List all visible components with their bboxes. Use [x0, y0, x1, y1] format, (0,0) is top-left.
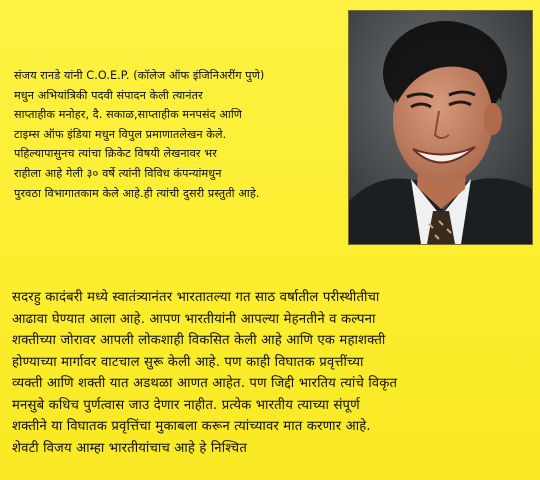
author-bio-line: साप्ताहीक मनोहर, दै. सकाळ,साप्ताहीक मनपसंद आणि	[14, 108, 242, 122]
synopsis-line: शक्तीच्या जोरावर आपली लोकशाही विकसित केली आहे आणि एक महाशक्ती	[12, 333, 386, 348]
author-bio-line: पुरवठा विभागातकाम केले आहे.ही त्यांची दुसरी प्रस्तुती आहे.	[14, 186, 260, 200]
author-bio-line: पहिल्यापासुनच त्यांचा क्रिकेट विषयी लेखनावर भर	[14, 147, 217, 161]
synopsis-line: आढावा घेण्यात आला आहे. आपण भारतीयांनी आपल्या मेहनतीने व कल्पना	[12, 311, 376, 327]
author-bio-line: संजय रानडे यांनी C.O.E.P. (कॉलेज ऑफ इंजिनिअरींग पुणे)	[14, 69, 265, 82]
author-bio-line: मधुन अभियांत्रिकी पदवी संपादन केली त्यानंतर	[14, 88, 203, 102]
synopsis-line: शेवटी विजय आम्हा भारतीयांचाच आहे हे निश्चित	[12, 440, 247, 456]
synopsis-line: होण्याच्या मार्गावर वाटचाल सुरू केली आहे. पण काही विघातक प्रवृत्तींच्या	[12, 354, 364, 370]
author-bio-line: टाइम्स ऑफ इंडिया मधुन विपुल प्रमाणातलेखन केले.	[14, 127, 227, 141]
book-synopsis	[12, 287, 532, 459]
author-bio	[14, 66, 358, 203]
synopsis-line: व्यक्ती आणि शक्ती यात अडथळा आणत आहेत. पण जिद्दी भारतिय त्यांचे विकृत	[12, 376, 398, 391]
synopsis-line: शक्तीने या विघातक प्रवृत्तिंचा मुकाबला करून त्यांच्यावर मात करणार आहे.	[12, 419, 371, 434]
synopsis-line: मनसुबे कधिच पुर्णत्वास जाउ देणार नाहीत. प्रत्येक भारतीय त्याच्या संपूर्ण	[12, 397, 360, 413]
author-portrait-icon	[349, 11, 532, 244]
author-photo	[349, 11, 532, 244]
author-bio-line: राहीला आहे गेली ३० वर्षे त्यांनी विविध कंपन्यांमधुन	[14, 166, 222, 180]
synopsis-line: सदरहु कादंबरी मध्ये स्वातंत्र्यानंतर भारतातल्या गत साठ वर्षातील परीस्थीतीचा	[12, 290, 380, 305]
